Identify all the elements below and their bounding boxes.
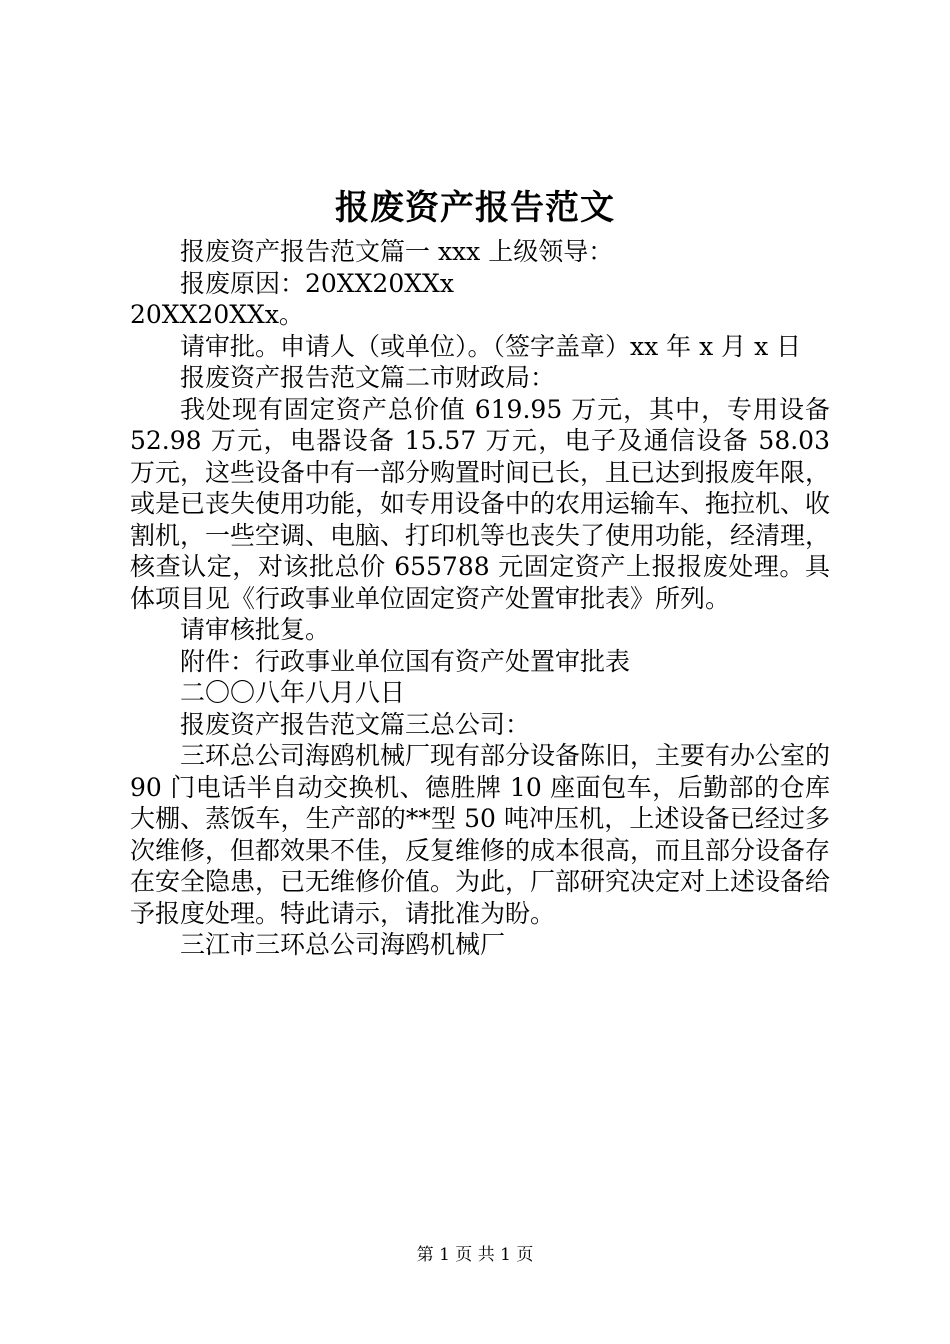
page-footer: 第 1 页 共 1 页	[416, 1245, 534, 1265]
paragraph-2: 三环总公司海鸥机械厂现有部分设备陈旧，主要有办公室的 90 门电话半自动交换机、德胜牌 10 座面包车，后勤部的仓库大棚、蒸饭车，生产部的**型 50 吨冲压机，上述设备已经过多次维修，但都效果不佳，反复维修的成本很高，而且部分设备存在安全隐患，已无维修价值。为此，厂部研究决定对上述设备给予报度处理。特此请示，请批准为盼。	[130, 741, 831, 928]
greeting-line-3: 报废资产报告范文篇三总公司：	[180, 709, 531, 739]
reason-line: 报废原因：20XX20XXx	[180, 268, 454, 298]
document-body	[130, 236, 830, 961]
date-line: 20XX20XXx。	[130, 300, 304, 329]
signature-date-line: 二〇〇八年八月八日	[180, 678, 406, 707]
approval-line: 请审批。申请人（或单位）。（签字盖章）xx 年 x 月 x 日	[180, 331, 802, 361]
greeting-line-2: 报废资产报告范文篇二市财政局：	[180, 363, 556, 392]
document-title: 报废资产报告范文	[335, 188, 615, 228]
attachment-line: 附件：行政事业单位国有资产处置审批表	[180, 646, 631, 676]
signature-line: 三江市三环总公司海鸥机械厂	[180, 930, 506, 959]
greeting-line-1: 报废资产报告范文篇一 xxx 上级领导：	[180, 237, 614, 266]
request-line: 请审核批复。	[180, 615, 331, 644]
paragraph-1: 我处现有固定资产总价值 619.95 万元，其中，专用设备 52.98 万元，电器设备 15.57 万元，电子及通信设备 58.03 万元，这些设备中有一部分购置时间已长，且已达到报废年限，或是已丧失使用功能，如专用设备中的农用运输车、拖拉机、收割机，一些空调、电脑、打印机等也丧失了使用功能，经清理，核查认定，对该批总价 655788 元固定资产上报报废处理。具体项目见《行政事业单位固定资产处置审批表》所列。	[130, 394, 831, 613]
